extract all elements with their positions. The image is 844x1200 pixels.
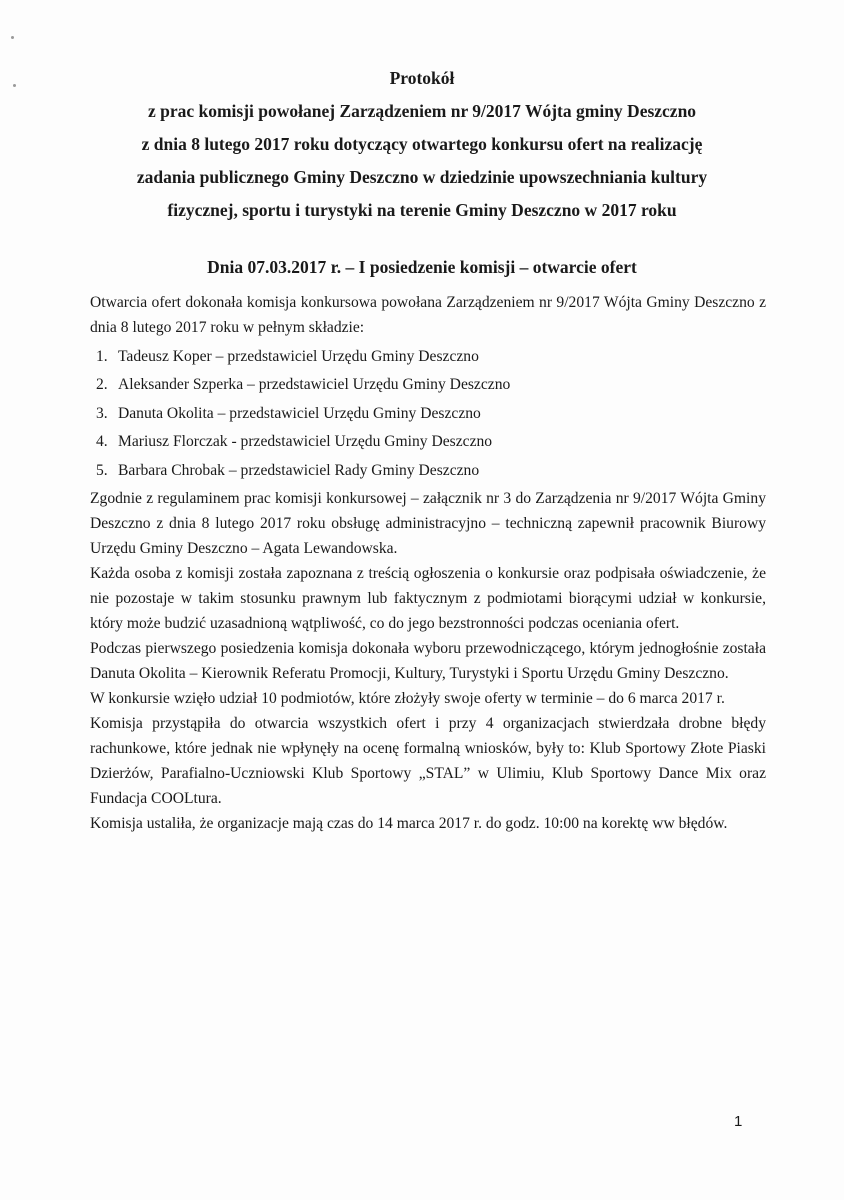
list-item-number: 4. <box>96 433 108 451</box>
title-line: z prac komisji powołanej Zarządzeniem nr 9/2017 Wójta gminy Deszczno <box>147 101 697 121</box>
intro-paragraph: Otwarcia ofert dokonała komisja konkursowa powołana Zarządzeniem nr 9/2017 Wójta Gminy Deszczno z dnia 8 lutego 2017 roku w pełnym składzie: <box>90 294 766 336</box>
paragraph-participants: W konkursie wzięło udział 10 podmiotów, które złożyły swoje oferty w terminie – do 6 marca 2017 r. <box>90 690 725 708</box>
page-number: 1 <box>734 1113 743 1130</box>
document-body <box>90 290 766 836</box>
title-line: z dnia 8 lutego 2017 roku dotyczący otwartego konkursu ofert na realizację <box>141 134 703 154</box>
paragraph-offer-opening: Komisja przystąpiła do otwarcia wszystkich ofert i przy 4 organizacjach stwierdzała drobne błędy rachunkowe, które jednak nie wpłynęły na ocenę formalną wniosków, były to: Klub Sportowy Złote Piaski Dzierżów, Parafialno-Uczniowski Klub Sportowy „STAL” w Ulimiu, Klub Sportowy Dance Mix oraz Fundacja COOLtura. <box>90 715 766 808</box>
title-line: fizycznej, sportu i turystyki na terenie Gminy Deszczno w 2017 roku <box>167 200 677 220</box>
list-item-text: Aleksander Szperka – przedstawiciel Urzędu Gminy Deszczno <box>118 376 511 394</box>
list-item <box>90 371 766 399</box>
list-item <box>90 400 766 428</box>
list-item-text: Barbara Chrobak – przedstawiciel Rady Gminy Deszczno <box>118 461 480 479</box>
paragraph-correction-deadline: Komisja ustaliła, że organizacje mają czas do 14 marca 2017 r. do godz. 10:00 na korektę ww błędów. <box>90 815 728 833</box>
scan-speck <box>13 84 16 87</box>
list-item-number: 2. <box>96 376 108 394</box>
list-item <box>90 343 766 371</box>
paragraph-chair-election: Podczas pierwszego posiedzenia komisja dokonała wyboru przewodniczącego, którym jednogłośnie została Danuta Okolita – Kierownik Referatu Promocji, Kultury, Turystyki i Sportu Urzędu Gminy Deszczno. <box>90 640 766 683</box>
list-item-number: 1. <box>96 348 108 365</box>
list-item <box>90 457 766 485</box>
list-item <box>90 428 766 456</box>
scan-speck <box>11 36 14 39</box>
list-item-number: 3. <box>96 404 108 422</box>
committee-members-list <box>90 343 766 485</box>
paragraph-administrative-support: Zgodnie z regulaminem prac komisji konkursowej – załącznik nr 3 do Zarządzenia nr 9/2017 Wójta Gminy Deszczno z dnia 8 lutego 2017 roku obsługę administracyjno – techniczną zapewnił pracownik Biurowy Urzędu Gminy Deszczno – Agata Lewandowska. <box>90 490 766 558</box>
document-title <box>90 62 754 227</box>
title-line: Protokół <box>389 68 455 88</box>
paragraph-impartiality-statement: Każda osoba z komisji została zapoznana z treścią ogłoszenia o konkursie oraz podpisała oświadczenie, że nie pozostaje w takim stosunku prawnym lub faktycznym z podmiotami biorącymi udział w konkursie, który może budzić uzasadnioną wątpliwość, co do jego bezstronności podczas oceniania ofert. <box>90 565 766 633</box>
list-item-number: 5. <box>96 461 108 479</box>
list-item-text: Danuta Okolita – przedstawiciel Urzędu Gminy Deszczno <box>118 404 481 422</box>
title-line: zadania publicznego Gminy Deszczno w dziedzinie upowszechniania kultury <box>136 167 708 187</box>
session-heading: Dnia 07.03.2017 r. – I posiedzenie komisji – otwarcie ofert <box>207 257 637 277</box>
list-item-text: Tadeusz Koper – przedstawiciel Urzędu Gminy Deszczno <box>118 348 479 365</box>
list-item-text: Mariusz Florczak - przedstawiciel Urzędu Gminy Deszczno <box>118 433 493 451</box>
